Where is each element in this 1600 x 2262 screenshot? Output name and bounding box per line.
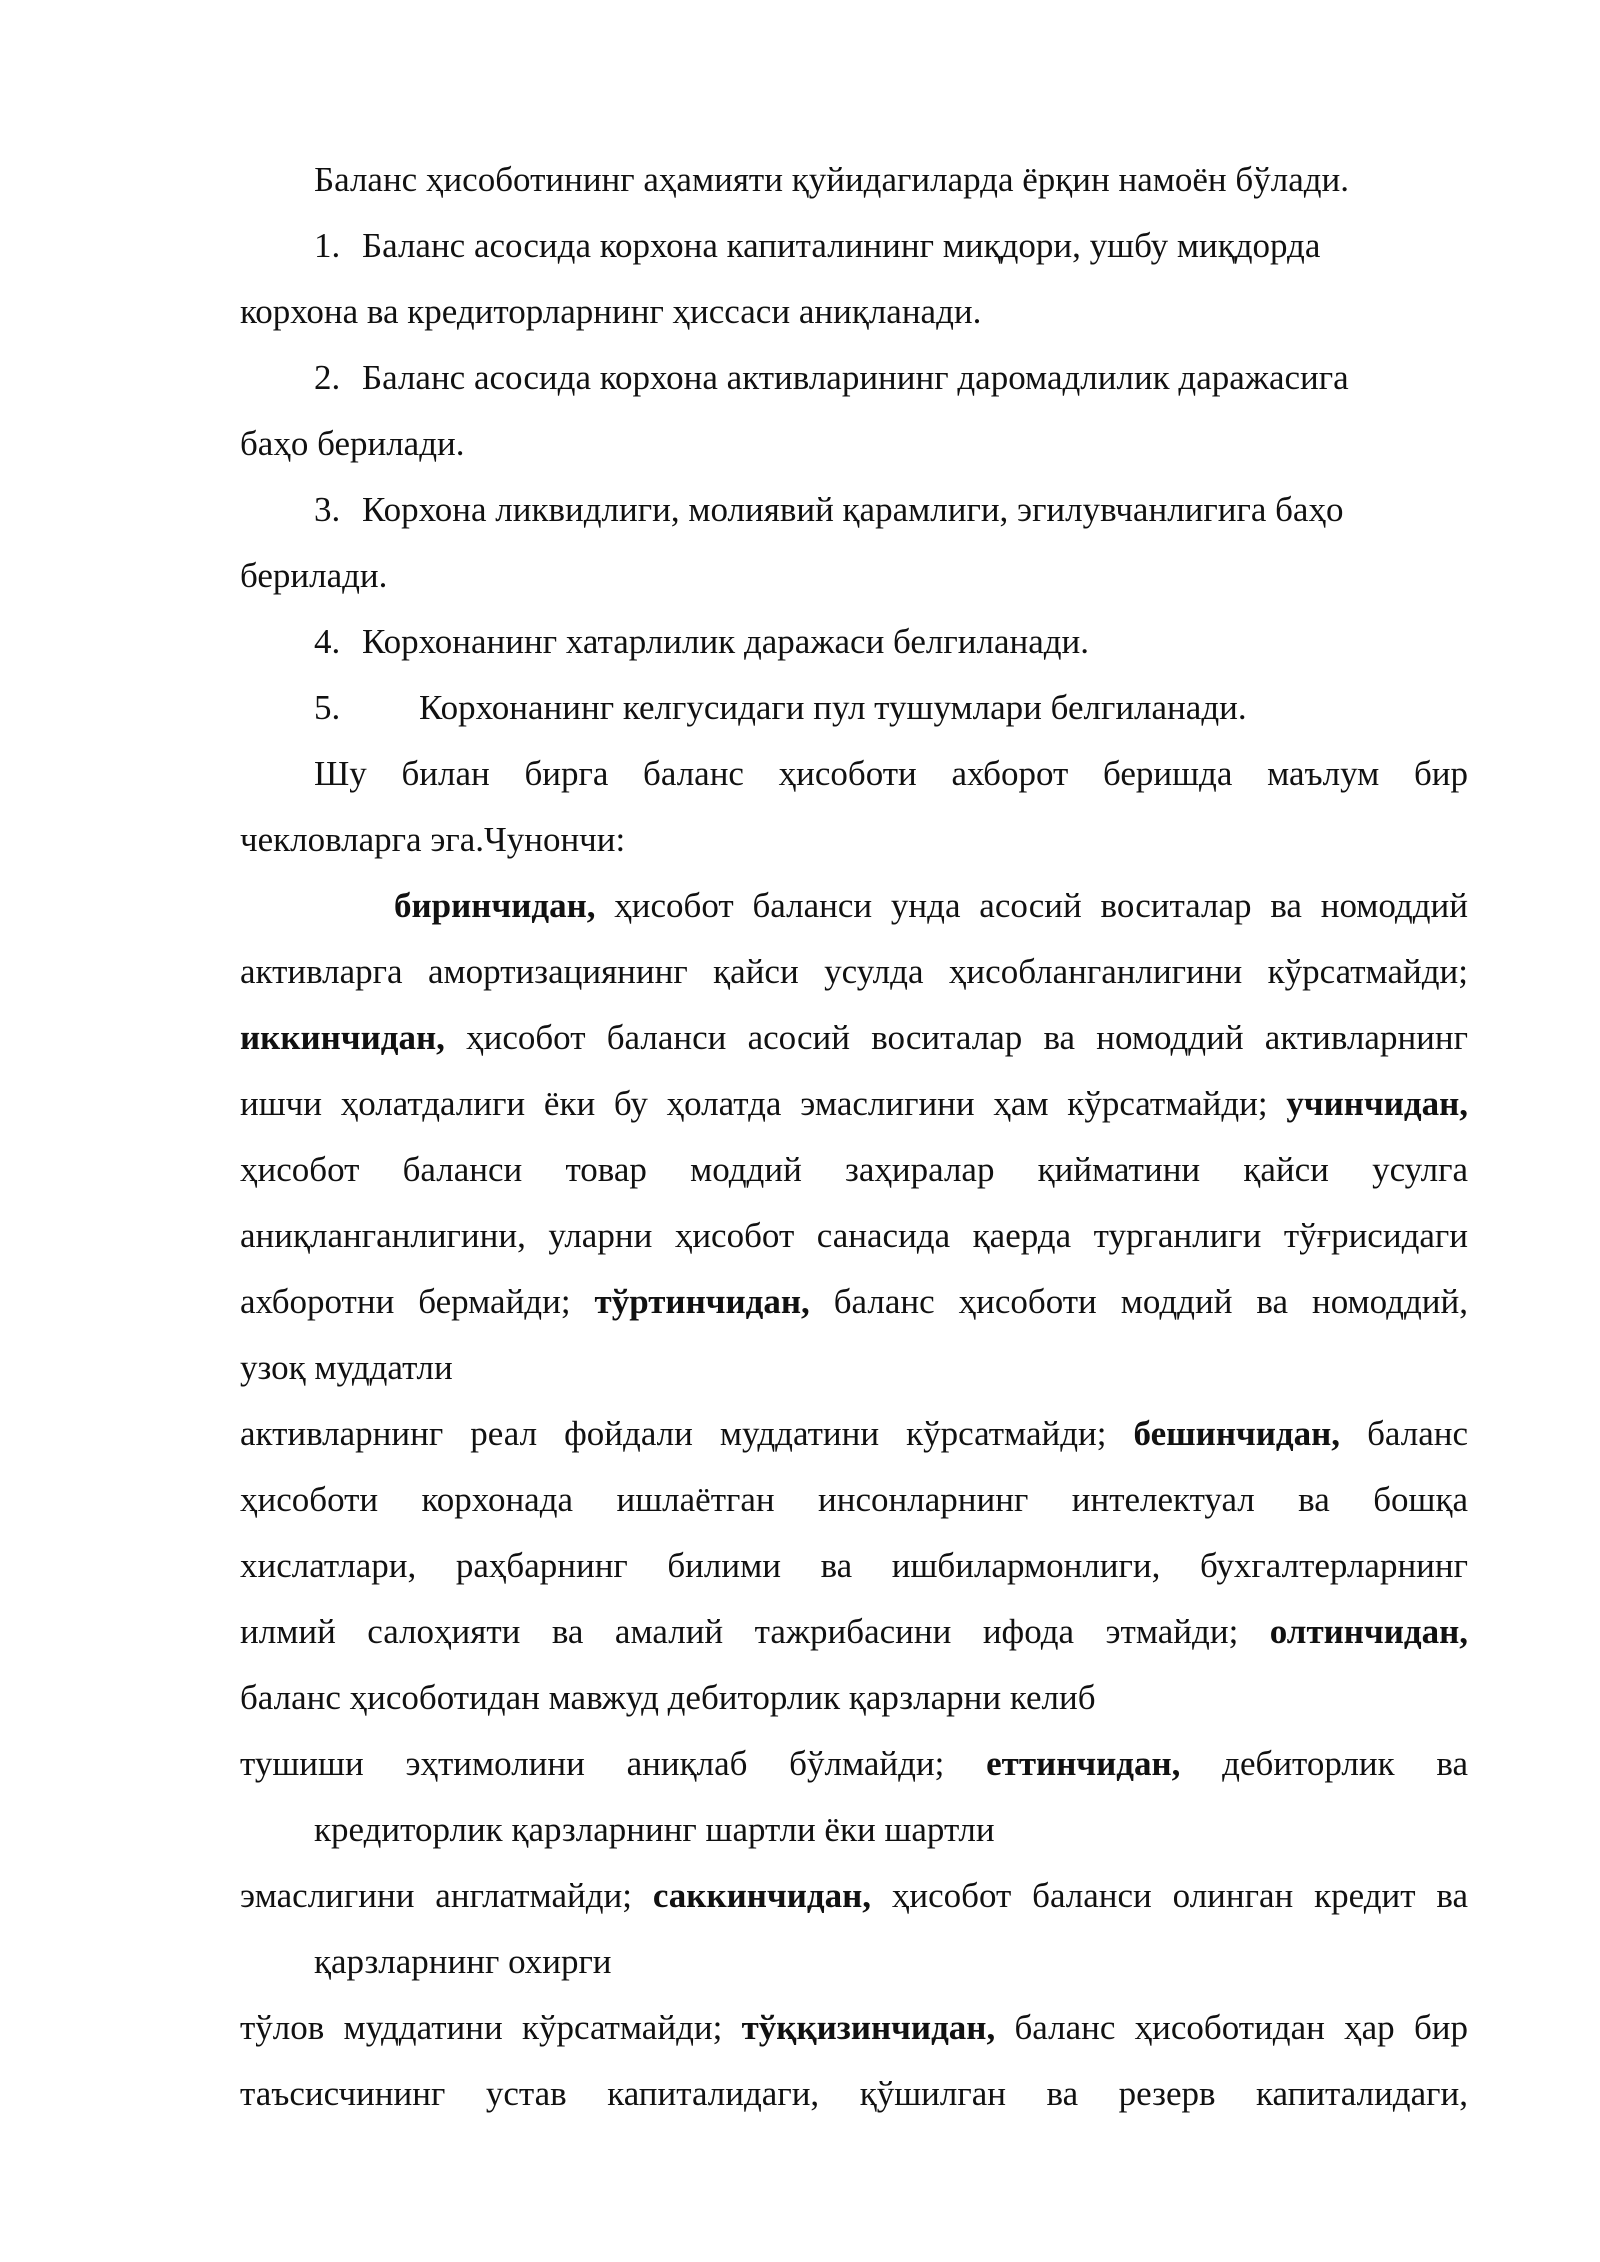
paragraph-line: ҳисобот баланси товар моддий заҳиралар қийматини қайси усулга <box>240 1150 1468 1189</box>
paragraph-line: чекловларга эга.Чунончи: <box>240 820 626 859</box>
bold-term: тўққизинчидан, <box>741 2008 996 2047</box>
list-number: 3. <box>314 490 341 529</box>
list-item-3: 3. Корхона ликвидлиги, молиявий қарамлиги, эгилувчанлигига баҳо <box>314 488 1468 532</box>
bold-term: саккинчидан, <box>652 1876 871 1915</box>
list-item-5: 5. Корхонанинг келгусидаги пул тушумлари белгиланади. <box>314 686 1468 730</box>
paragraph-line: активларга амортизациянинг қайси усулда ҳисобланганлигини кўрсатмайди; <box>240 952 1468 991</box>
paragraph-line: баланс ҳисоботидан мавжуд дебиторлик қарзларни келиб <box>240 1678 1096 1717</box>
paragraph-line: хислатлари, раҳбарнинг билими ва ишбилармонлиги, бухгалтерларнинг <box>240 1546 1468 1585</box>
list-item-1: 1. Баланс асосида корхона капиталининг миқдори, ушбу миқдорда <box>314 224 1468 268</box>
paragraph-line: ахборотни бермайди; тўртинчидан, баланс ҳисоботи моддий ва номоддий, <box>240 1282 1469 1321</box>
paragraph-line: аниқланганлигини, уларни ҳисобот санасида қаерда турганлиги тўғрисидаги <box>240 1216 1468 1255</box>
paragraph-line: кредиторлик қарзларнинг шартли ёки шартли <box>314 1810 995 1849</box>
list-item-2: 2. Баланс асосида корхона активларининг даромадлилик даражасига <box>314 356 1468 400</box>
list-item-1-cont: корхона ва кредиторларнинг ҳиссаси аниқланади. <box>240 292 982 331</box>
paragraph-line: қарзларнинг охирги <box>314 1942 612 1981</box>
paragraph-line: биринчидан, ҳисобот баланси унда асосий воситалар ва номоддий <box>394 886 1468 925</box>
list-number: 2. <box>314 358 341 397</box>
intro-line: Баланс ҳисоботининг аҳамияти қуйидагиларда ёрқин намоён бўлади. <box>314 160 1350 199</box>
bold-term: бешинчидан, <box>1133 1414 1341 1453</box>
paragraph-line: эмаслигини англатмайди; саккинчидан, ҳисобот баланси олинган кредит ва <box>240 1876 1468 1915</box>
bold-term: иккинчидан, <box>240 1018 445 1057</box>
paragraph-line: узоқ муддатли <box>240 1348 453 1387</box>
paragraph-line: иккинчидан, ҳисобот баланси асосий воситалар ва номоддий активларнинг <box>240 1018 1468 1057</box>
paragraph-line: ишчи ҳолатдалиги ёки бу ҳолатда эмаслигини ҳам кўрсатмайди; учинчидан, <box>240 1084 1468 1123</box>
paragraph-line: таъсисчининг устав капиталидаги, қўшилган ва резерв капиталидаги, <box>240 2074 1468 2113</box>
paragraph-line: ҳисоботи корхонада ишлаётган инсонларнинг интелектуал ва бошқа <box>240 1480 1468 1519</box>
paragraph-line: илмий салоҳияти ва амалий тажрибасини ифода этмайди; олтинчидан, <box>240 1612 1468 1651</box>
bold-term: учинчидан, <box>1286 1084 1468 1123</box>
list-item-4: 4. Корхонанинг хатарлилик даражаси белгиланади. <box>314 620 1468 664</box>
paragraph-line: активларнинг реал фойдали муддатини кўрсатмайди; бешинчидан, баланс <box>240 1414 1468 1453</box>
bold-term: тўртинчидан, <box>594 1282 810 1321</box>
list-item-3-cont: берилади. <box>240 556 388 595</box>
paragraph-line: тўлов муддатини кўрсатмайди; тўққизинчидан, баланс ҳисоботидан ҳар бир <box>240 2008 1468 2047</box>
bold-term: биринчидан, <box>394 886 596 925</box>
list-item-2-cont: баҳо берилади. <box>240 424 465 463</box>
bold-term: еттинчидан, <box>986 1744 1181 1783</box>
list-number: 1. <box>314 226 341 265</box>
list-number: 4. <box>314 622 341 661</box>
bold-term: олтинчидан, <box>1269 1612 1468 1651</box>
paragraph-line: тушиши эҳтимолини аниқлаб бўлмайди; еттинчидан, дебиторлик ва <box>240 1744 1468 1783</box>
paragraph-line: Шу билан бирга баланс ҳисоботи ахборот беришда маълум бир <box>314 754 1468 793</box>
list-number: 5. <box>314 688 341 727</box>
